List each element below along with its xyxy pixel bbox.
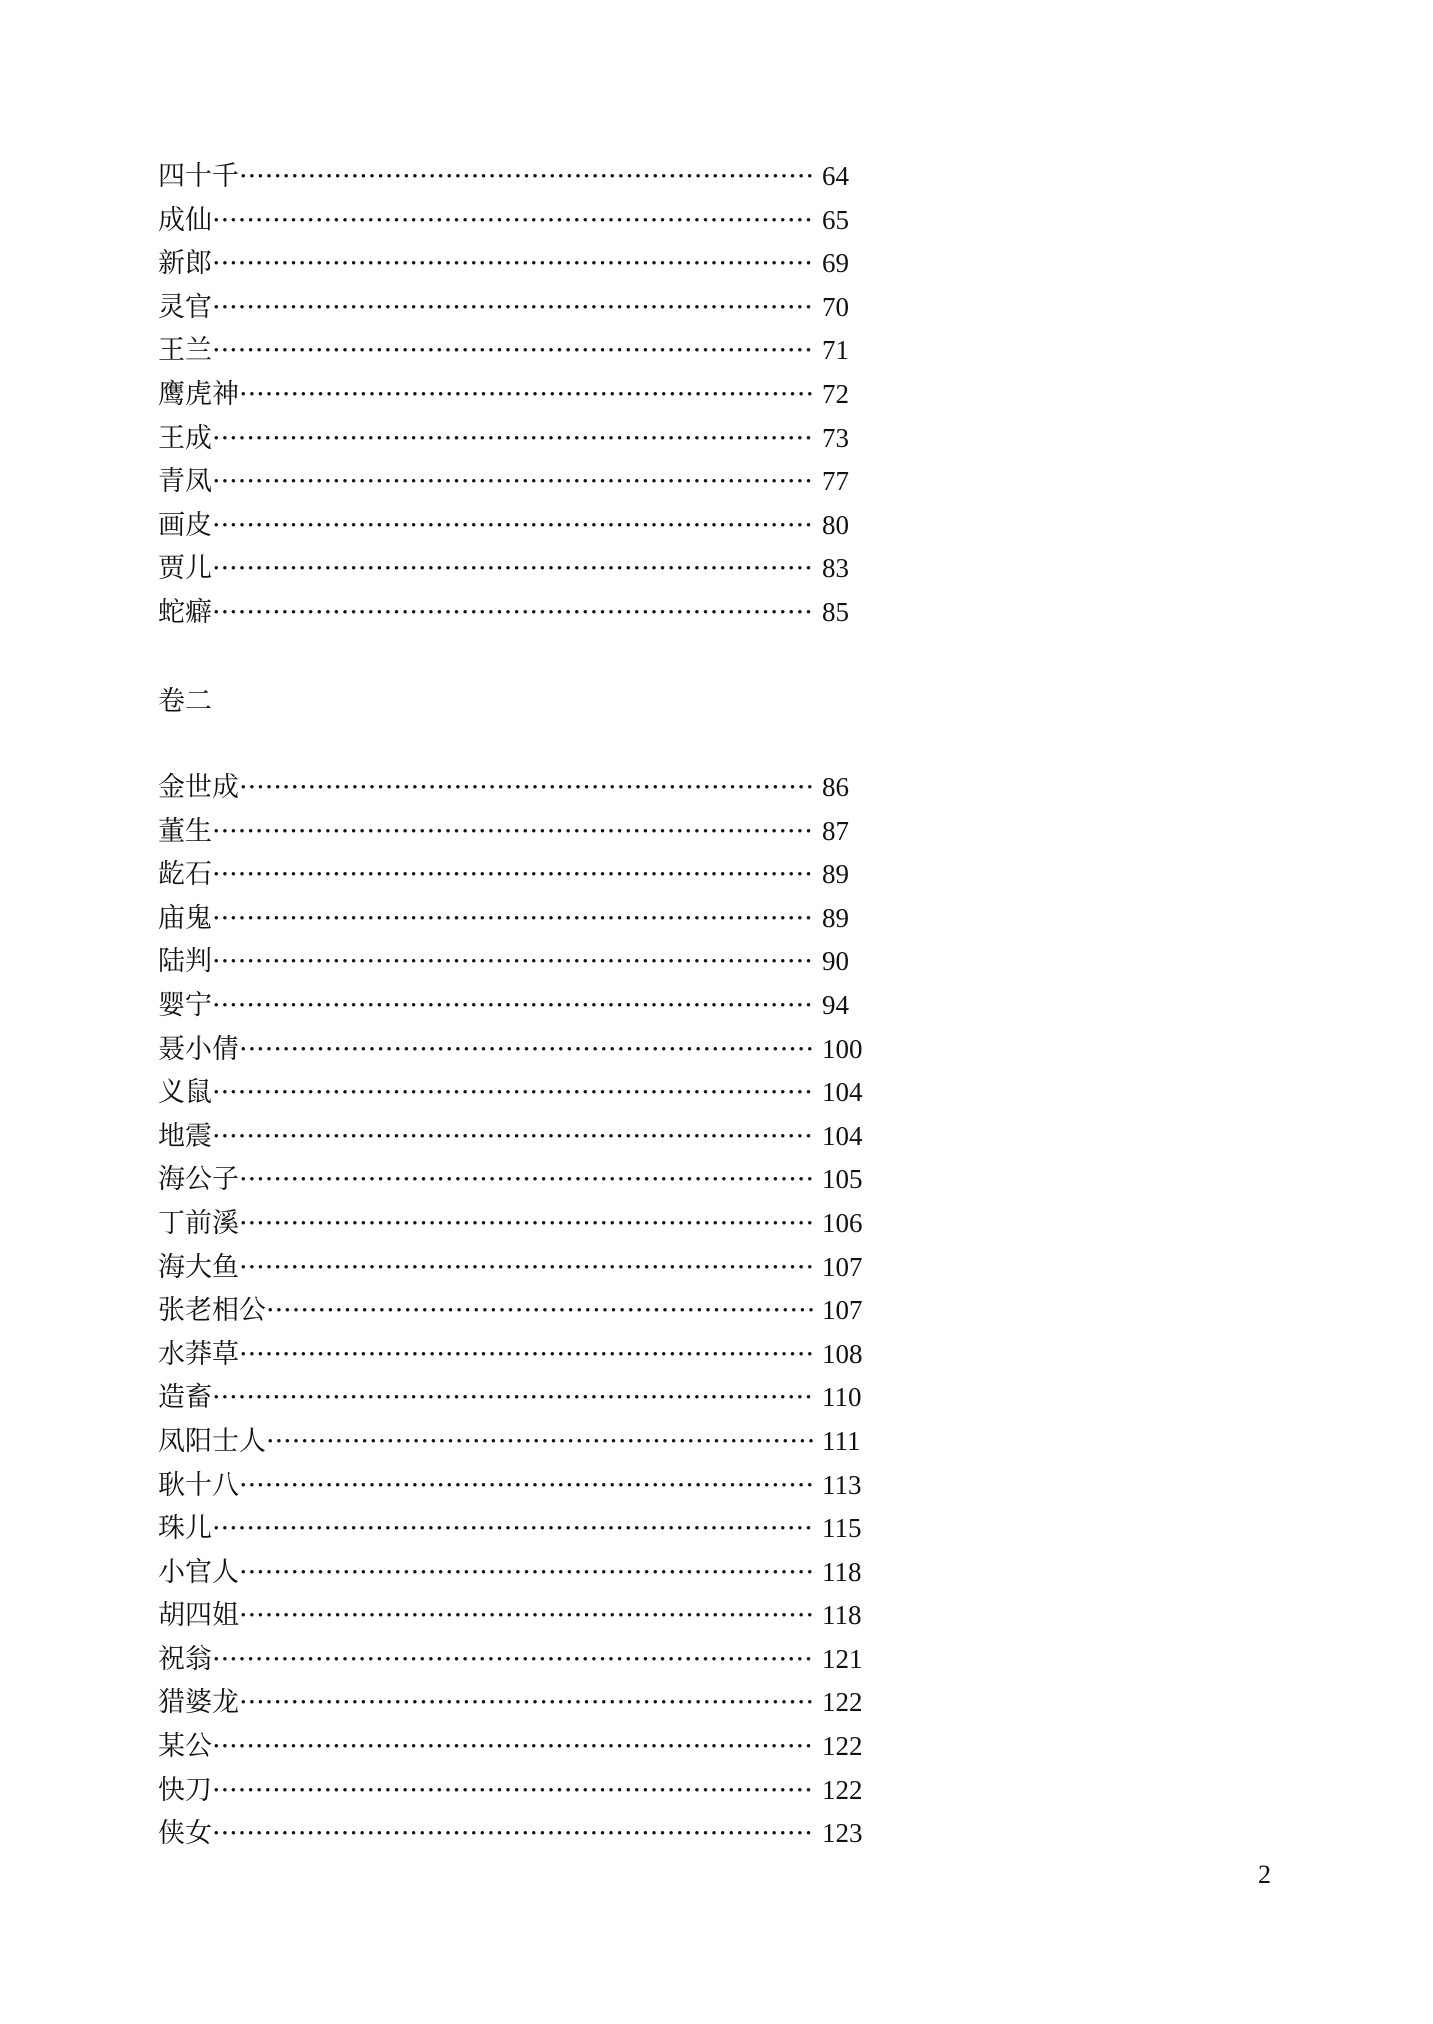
dot-leader: ······································································ <box>212 1818 813 1850</box>
entry-page-number: 104 <box>822 1077 863 1108</box>
dot-leader: ··································································· <box>239 378 815 410</box>
dot-leader: ······································································ <box>212 902 813 934</box>
entry-page-number: 121 <box>822 1643 863 1674</box>
dot-leader: ······································································ <box>212 859 813 891</box>
dot-leader: ··································································· <box>239 1556 815 1588</box>
entry-title: 水莽草 <box>158 1338 239 1370</box>
entry-page-number: 90 <box>822 946 849 977</box>
entry-page-number: 111 <box>822 1425 861 1456</box>
dot-leader: ······································································ <box>212 422 813 454</box>
toc-entry <box>158 199 878 243</box>
dot-leader: ······································································ <box>212 335 813 367</box>
dot-leader: ······································································ <box>212 509 813 541</box>
toc-entry <box>158 373 878 417</box>
toc-entry <box>158 1725 878 1769</box>
entry-title: 贾儿 <box>158 553 212 585</box>
toc-entry <box>158 329 878 373</box>
toc-entry <box>158 1158 878 1202</box>
toc-entry <box>158 1769 878 1813</box>
entry-title: 陆判 <box>158 946 212 978</box>
toc-entry <box>158 1638 878 1682</box>
toc-entry <box>158 1202 878 1246</box>
entry-title: 某公 <box>158 1731 212 1763</box>
dot-leader: ······································································ <box>212 1382 813 1414</box>
toc-entry <box>158 547 878 591</box>
toc-entry <box>158 1681 878 1725</box>
dot-leader: ······································································ <box>212 1643 813 1675</box>
entry-page-number: 72 <box>822 378 849 409</box>
toc-entry <box>158 1551 878 1595</box>
entry-title: 董生 <box>158 815 212 847</box>
toc-entry <box>158 591 878 635</box>
entry-page-number: 71 <box>822 335 849 366</box>
entry-page-number: 108 <box>822 1338 863 1369</box>
entry-title: 画皮 <box>158 509 212 541</box>
entry-page-number: 83 <box>822 553 849 584</box>
entry-page-number: 118 <box>822 1556 862 1587</box>
entry-page-number: 122 <box>822 1687 863 1718</box>
entry-title: 凤阳士人 <box>158 1425 266 1457</box>
entry-title: 青凤 <box>158 466 212 498</box>
toc-entry <box>158 1464 878 1508</box>
entry-page-number: 65 <box>822 204 849 235</box>
dot-leader: ··································································· <box>239 1600 815 1632</box>
entry-page-number: 80 <box>822 509 849 540</box>
toc-entry <box>158 286 878 330</box>
entry-title: 新郎 <box>158 248 212 280</box>
toc-entry <box>158 1507 878 1551</box>
entry-page-number: 110 <box>822 1382 862 1413</box>
dot-leader: ······································································ <box>212 291 813 323</box>
entry-page-number: 70 <box>822 291 849 322</box>
dot-leader: ······································································ <box>212 1731 813 1763</box>
toc-entry <box>158 1246 878 1290</box>
entry-title: 祝翁 <box>158 1643 212 1675</box>
entry-title: 丁前溪 <box>158 1207 239 1239</box>
dot-leader: ······································································ <box>212 1774 813 1806</box>
entry-title: 龁石 <box>158 859 212 891</box>
entry-title: 王成 <box>158 422 212 454</box>
entry-title: 猎婆龙 <box>158 1687 239 1719</box>
dot-leader: ··································································· <box>239 1164 815 1196</box>
entry-title: 侠女 <box>158 1818 212 1850</box>
toc-entry <box>158 853 878 897</box>
entry-title: 张老相公 <box>158 1295 266 1327</box>
toc-entry <box>158 897 878 941</box>
entry-page-number: 118 <box>822 1600 862 1631</box>
entry-title: 蛇癖 <box>158 596 212 628</box>
dot-leader: ······································································ <box>212 248 813 280</box>
toc-entry <box>158 1028 878 1072</box>
entry-title: 成仙 <box>158 204 212 236</box>
entry-title: 庙鬼 <box>158 902 212 934</box>
page-number: 2 <box>1258 1860 1271 1889</box>
entry-title: 四十千 <box>158 161 239 192</box>
entry-title: 义鼠 <box>158 1077 212 1109</box>
entry-title: 王兰 <box>158 335 212 367</box>
entry-page-number: 104 <box>822 1120 863 1151</box>
entry-page-number: 115 <box>822 1513 862 1544</box>
toc-entry <box>158 1333 878 1377</box>
entry-page-number: 100 <box>822 1033 863 1064</box>
toc-entry <box>158 1812 878 1856</box>
entry-title: 小官人 <box>158 1556 239 1588</box>
entry-page-number: 64 <box>822 161 849 191</box>
entry-title: 珠儿 <box>158 1513 212 1545</box>
entry-page-number: 94 <box>822 989 849 1020</box>
entry-page-number: 107 <box>822 1251 863 1282</box>
dot-leader: ··································································· <box>239 1251 815 1283</box>
entry-title: 金世成 <box>158 772 239 803</box>
dot-leader: ··································································· <box>239 161 815 192</box>
entry-title: 胡四姐 <box>158 1600 239 1632</box>
dot-leader: ································································ <box>266 1295 816 1327</box>
toc-entry <box>158 504 878 548</box>
dot-leader: ······································································ <box>212 204 813 236</box>
dot-leader: ······································································ <box>212 1120 813 1152</box>
entry-page-number: 122 <box>822 1731 863 1762</box>
entry-page-number: 89 <box>822 902 849 933</box>
entry-title: 地震 <box>158 1120 212 1152</box>
entry-title: 婴宁 <box>158 989 212 1021</box>
toc-entry <box>158 1594 878 1638</box>
entry-title: 海大鱼 <box>158 1251 239 1283</box>
dot-leader: ······································································ <box>212 1513 813 1545</box>
toc-entry <box>158 1115 878 1159</box>
entry-page-number: 113 <box>822 1469 862 1500</box>
toc-entry <box>158 810 878 854</box>
toc-entry <box>158 417 878 461</box>
dot-leader: ··································································· <box>239 1687 815 1719</box>
entry-title: 聂小倩 <box>158 1033 239 1065</box>
toc-entry <box>158 1071 878 1115</box>
toc-entry <box>158 242 878 286</box>
entry-page-number: 85 <box>822 596 849 627</box>
entry-title: 造畜 <box>158 1382 212 1414</box>
toc-entry <box>158 155 878 199</box>
toc-entry <box>158 1420 878 1464</box>
dot-leader: ································································ <box>266 1425 816 1457</box>
dot-leader: ··································································· <box>239 1469 815 1501</box>
dot-leader: ······································································ <box>212 466 813 498</box>
dot-leader: ······································································ <box>212 815 813 847</box>
toc-entry <box>158 984 878 1028</box>
dot-leader: ··································································· <box>239 1207 815 1239</box>
toc-section-two <box>158 766 878 1856</box>
toc-entry <box>158 766 878 810</box>
dot-leader: ··································································· <box>239 1338 815 1370</box>
section-heading: 卷二 <box>158 686 212 717</box>
entry-page-number: 107 <box>822 1295 863 1326</box>
dot-leader: ··································································· <box>239 772 815 803</box>
entry-page-number: 87 <box>822 815 849 846</box>
toc-section-one <box>158 155 878 635</box>
entry-page-number: 86 <box>822 772 849 802</box>
entry-title: 鹰虎神 <box>158 378 239 410</box>
entry-page-number: 73 <box>822 422 849 453</box>
entry-page-number: 105 <box>822 1164 863 1195</box>
entry-title: 耿十八 <box>158 1469 239 1501</box>
entry-title: 灵官 <box>158 291 212 323</box>
toc-entry <box>158 460 878 504</box>
toc-entry <box>158 1376 878 1420</box>
entry-page-number: 69 <box>822 248 849 279</box>
dot-leader: ······································································ <box>212 989 813 1021</box>
toc-entry <box>158 940 878 984</box>
entry-page-number: 89 <box>822 859 849 890</box>
toc-entry <box>158 1289 878 1333</box>
entry-page-number: 122 <box>822 1774 863 1805</box>
dot-leader: ······································································ <box>212 553 813 585</box>
dot-leader: ······································································ <box>212 1077 813 1109</box>
entry-title: 快刀 <box>158 1774 212 1806</box>
dot-leader: ······································································ <box>212 946 813 978</box>
entry-page-number: 77 <box>822 466 849 497</box>
entry-page-number: 123 <box>822 1818 863 1849</box>
dot-leader: ··································································· <box>239 1033 815 1065</box>
entry-page-number: 106 <box>822 1207 863 1238</box>
dot-leader: ······································································ <box>212 596 813 628</box>
entry-title: 海公子 <box>158 1164 239 1196</box>
